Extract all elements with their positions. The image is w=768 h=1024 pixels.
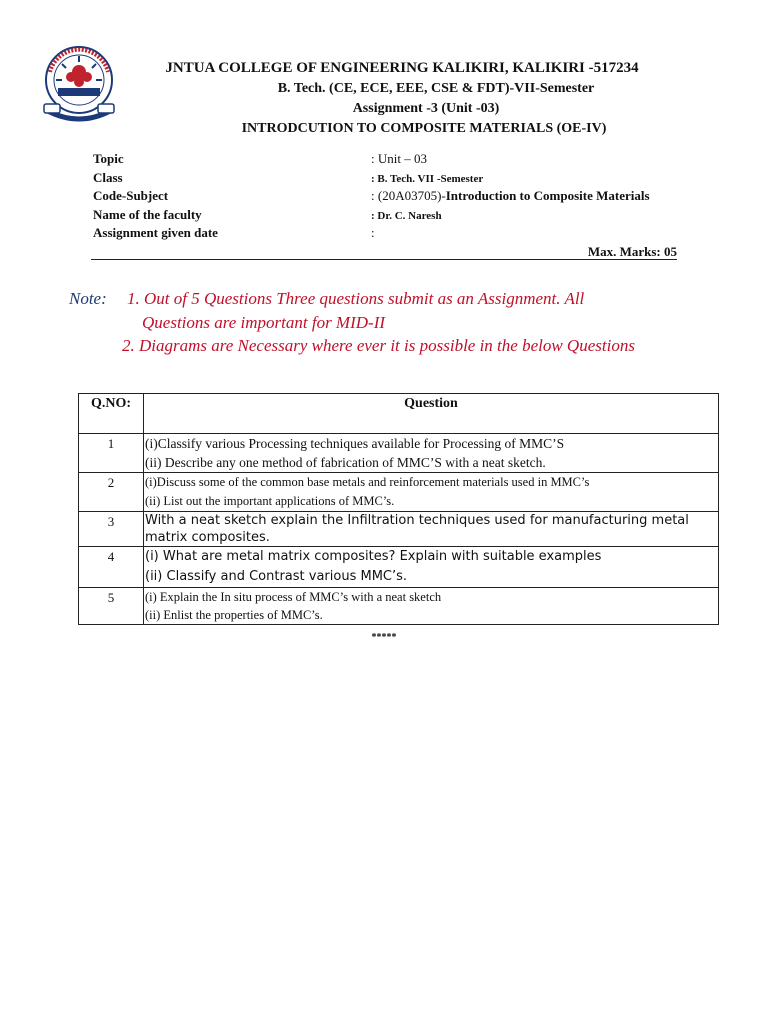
note-label: Note:	[69, 289, 107, 308]
table-row	[79, 547, 719, 588]
code-subject-value: Introduction to Composite Materials	[445, 188, 650, 203]
note-line-2: 2. Diagrams are Necessary where ever it is possible in the below Questions	[122, 336, 635, 355]
question-line: (ii) Enlist the properties of MMC’s.	[145, 608, 323, 622]
class-value: : B. Tech. VII -Semester	[371, 172, 484, 185]
question-number: 3	[79, 512, 144, 547]
subject-title: INTRODCUTION TO COMPOSITE MATERIALS (OE-IV)	[241, 121, 607, 136]
question-line: (i) What are metal matrix composites? Explain with suitable examples	[145, 549, 602, 564]
assignment-title: Assignment -3 (Unit -03)	[352, 101, 500, 116]
question-number: 1	[79, 434, 144, 473]
table-row	[79, 434, 719, 473]
question-line: (i)Classify various Processing techniques available for Processing of MMC’S	[145, 436, 565, 451]
class-label: Class	[93, 169, 123, 185]
question-line: (i) Explain the In situ process of MMC’s with a neat sketch	[145, 590, 442, 604]
info-row-class	[93, 170, 683, 189]
question-header: Question	[144, 394, 719, 434]
question-number: 4	[79, 547, 144, 588]
date-value: :	[371, 225, 375, 240]
end-marker: *****	[371, 632, 397, 643]
date-label: Assignment given date	[93, 225, 218, 240]
code-prefix: : (20A03705)-	[371, 188, 446, 203]
info-row-topic	[93, 151, 683, 170]
question-line: (i)Discuss some of the common base metals and reinforcement materials used in MMC’s	[145, 475, 590, 489]
question-line: (ii) List out the important applications of MMC’s.	[145, 494, 395, 508]
question-number: 5	[79, 588, 144, 625]
note-line-1-cont: Questions are important for MID-II	[142, 313, 386, 332]
faculty-label: Name of the faculty	[93, 206, 202, 222]
topic-label: Topic	[93, 151, 124, 166]
question-line: With a neat sketch explain the Infiltration techniques used for manufacturing metal	[145, 513, 689, 528]
question-line: (ii) Describe any one method of fabrication of MMC’S with a neat sketch.	[145, 455, 546, 470]
qno-header: Q.NO:	[79, 394, 144, 434]
college-name: JNTUA COLLEGE OF ENGINEERING KALIKIRI, KALIKIRI -517234	[165, 60, 639, 76]
note-line-1: 1. Out of 5 Questions Three questions submit as an Assignment. All	[127, 289, 585, 308]
question-line: (ii) Classify and Contrast various MMC’s.	[145, 569, 408, 584]
faculty-value: : Dr. C. Naresh	[371, 209, 442, 222]
code-label: Code-Subject	[93, 188, 169, 203]
question-line: matrix composites.	[145, 530, 270, 545]
info-row-code	[93, 188, 683, 207]
assignment-info	[93, 151, 683, 244]
questions-table	[78, 393, 719, 625]
info-row-date	[93, 225, 683, 244]
topic-value: : Unit – 03	[371, 151, 427, 166]
course-line: B. Tech. (CE, ECE, EEE, CSE & FDT)-VII-Semester	[277, 81, 595, 96]
max-marks: Max. Marks: 05	[587, 244, 677, 259]
table-row	[79, 588, 719, 625]
table-header-row	[79, 394, 719, 434]
info-row-faculty	[93, 207, 683, 226]
question-number: 2	[79, 473, 144, 512]
divider	[91, 259, 677, 260]
table-row	[79, 473, 719, 512]
table-row	[79, 512, 719, 547]
